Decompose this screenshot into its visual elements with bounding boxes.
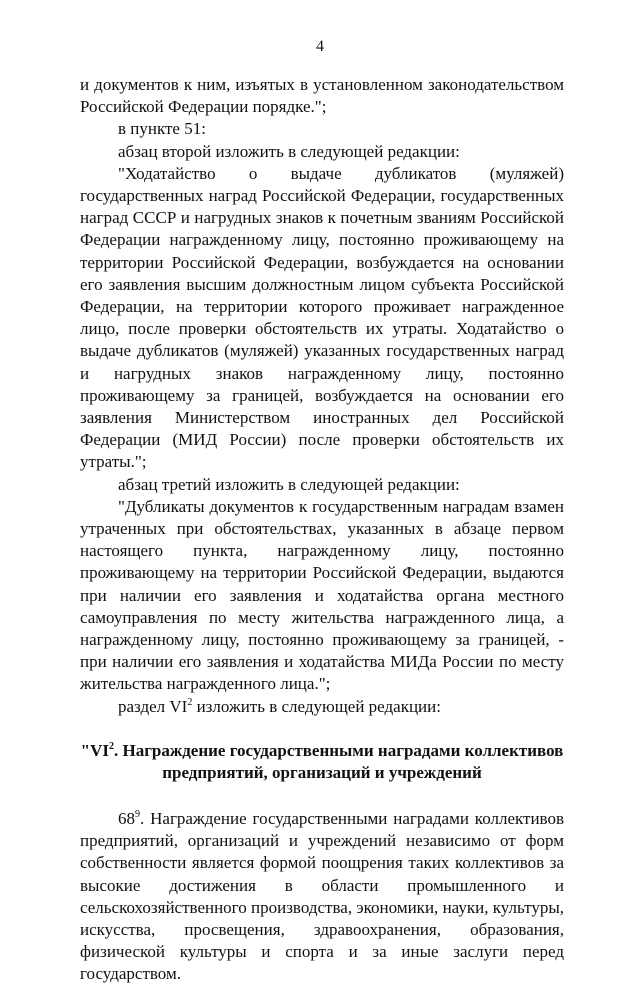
paragraph-continuation: и документов к ним, изъятых в установленном законодательством Российской Федерации порядке."; — [80, 75, 564, 117]
document-body — [80, 74, 564, 986]
page-number: 4 — [316, 38, 324, 55]
paragraph-third-abzac-instruction: абзац третий изложить в следующей редакции: — [118, 474, 460, 494]
paragraph-68-9 — [80, 808, 564, 986]
paragraph-section-instruction — [80, 696, 564, 718]
paragraph-duplicate-petition: "Ходатайство о выдаче дубликатов (муляжей) государственных наград Российской Федерации, государственных наград СССР и нагрудных знаков к почетным званиям Российской Федерации награжденному лицу, постоянно проживающему на территории Российской Федерации, возбуждается на основании его заявления высшим должностным лицом субъекта Российской Федерации, на территории которого проживает награжденное лицо, после проверки обстоятельств их утраты. Ходатайство о выдаче дубликатов (муляжей) указанных государственных наград и нагрудных знаков награжденному лицу, постоянно проживающему за границей, возбуждается на основании его заявления Министерством иностранных дел Российской Федерации (МИД России) после проверки обстоятельств их утраты."; — [80, 163, 564, 472]
paragraph-68-9-text: . Награждение государственными наградами коллективов предприятий, организаций и учреждений независимо от форм собственности является формой поощрения таких коллективов за высокие достижения в области промышленного и сельскохозяйственного производства, экономики, науки, культуры, искусства, просвещения, здравоохранения, образования, физической культуры и спорта и за иные заслуги перед государством. — [80, 808, 564, 984]
paragraph-point-51: в пункте 51: — [118, 119, 206, 139]
paragraph-duplicate-documents: "Дубликаты документов к государственным наградам взамен утраченных при обстоятельствах, указанных в абзаце первом настоящего пункта, награжденному лицу, постоянно проживающему на территории Российской Федерации, выдаются при наличии его заявления и ходатайства органа местного самоуправления по месту жительства награжденного лица, а награжденному лицу, постоянно проживающему за границей, - при наличии его заявления и ходатайства МИДа России по месту жительства награжденного лица."; — [80, 496, 564, 694]
section-heading — [80, 740, 564, 784]
section-heading-text: . Награждение государственными наградами коллективов предприятий, организаций и учреждений — [113, 740, 564, 782]
paragraph-number-superscript: 9 — [135, 808, 140, 820]
section-instruction-superscript: 2 — [187, 696, 193, 708]
section-heading-prefix: "VI — [80, 740, 109, 760]
section-instruction-suffix: изложить в следующей редакции: — [192, 696, 441, 716]
paragraph-number: 68 — [118, 808, 135, 828]
section-heading-superscript: 2 — [108, 740, 114, 752]
section-instruction-prefix: раздел VI — [118, 696, 188, 716]
paragraph-second-abzac-instruction: абзац второй изложить в следующей редакции: — [118, 141, 460, 161]
